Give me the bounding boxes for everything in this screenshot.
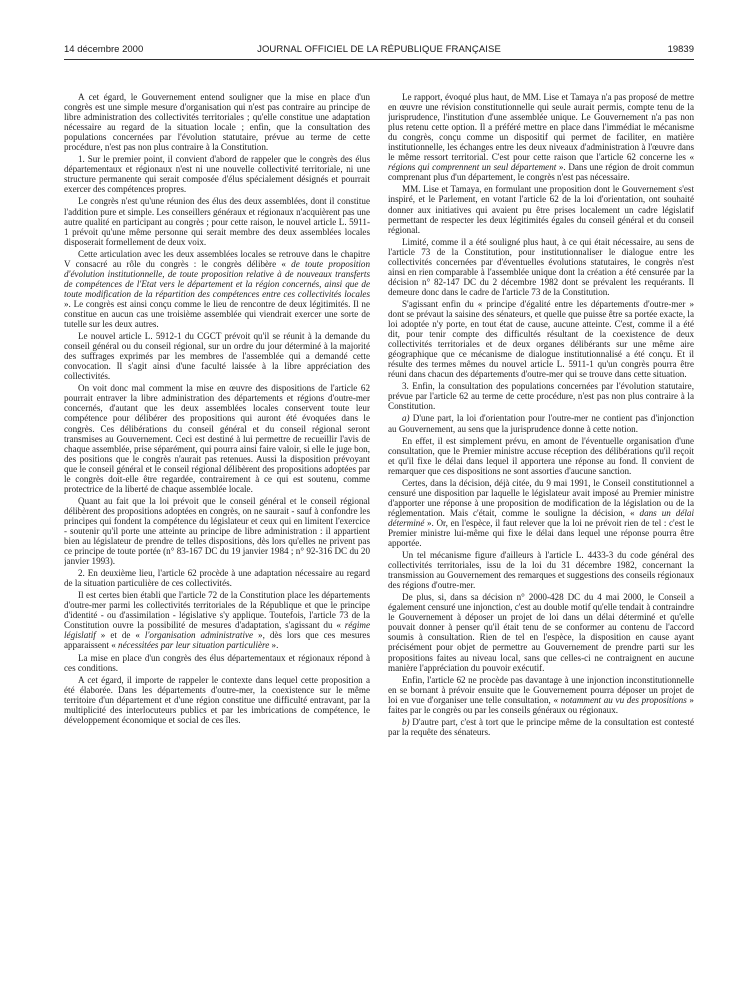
paragraph (64, 590, 370, 650)
text-run: » et de « (95, 630, 145, 641)
header-rule (64, 59, 694, 60)
right-column (388, 92, 694, 974)
paragraph (388, 92, 694, 182)
paragraph: 3. Enfin, la consultation des populations concernées par l'évolution statutaire, prévue par l'article 62 au terme de cette procédure, n'est pas non plus contraire à la Constitution. (388, 381, 694, 412)
paragraph: On voit donc mal comment la mise en œuvre des dispositions de l'article 62 pourrait entraver la libre administration des départements et régions d'outre-mer concernés, d'autant que les deux assemblées locales conservent toute leur compétence pour délibérer des propositions qui auront été évoquées dans le congrès. Ces délibérations du conseil général et du conseil régional seront transmises au Gouvernement. Ceci est destiné à lui permettre de recueillir l'avis de chaque assemblée, prise séparément, qui pourra ainsi faire valoir, si elle le juge bon, des positions que le congrès n'aurait pas retenues. Aussi la disposition prévoyant que le conseil général et le conseil régional délibèrent des propositions adoptées par le congrès doit-elle être regardée, contrairement à ce qui est soutenu, comme protectrice de la liberté de chaque assemblée locale. (64, 383, 370, 494)
header-journal-title: JOURNAL OFFICIEL DE LA RÉPUBLIQUE FRANÇAISE (257, 44, 501, 55)
page-header (64, 44, 694, 58)
enumerator: a) (402, 413, 410, 424)
text-run: Cette articulation avec les deux assemblées locales se retrouve dans le chapitre V consacré au rôle du congrès : le congrès délibère « (64, 248, 370, 269)
header-date: 14 décembre 2000 (64, 44, 144, 55)
quoted-italic: nécessitées par leur situation particulière (118, 640, 270, 651)
paragraph (388, 717, 694, 737)
quoted-italic: notamment au vu des propositions (560, 694, 687, 705)
text-run: ». Dans une région de droit commun comprenant plus d'un département, le congrès n'est pas nécessaire. (388, 162, 694, 183)
paragraph: Quant au fait que la loi prévoit que le conseil général et le conseil régional délibèrent des propositions adoptées en congrès, on ne saurait - sauf à confondre les principes qui fondent la compétence du législateur et ceux qui en limitent l'exercice - soutenir qu'il porte une atteinte au principe de libre administration : il appartient bien au législateur de prendre de telles dispositions, dès lors qu'elles ne privent pas ce principe de toute portée (n° 83-167 DC du 19 janvier 1984 ; n° 92-316 DC du 20 janvier 1993). (64, 495, 370, 567)
text-run: Enfin, l'article 62 ne procède pas davantage à une injonction inconstitutionnelle en se bornant à prévoir ensuite que le Gouvernement pourra déposer un projet de loi en vue d'organiser une telle consultation, « (388, 674, 694, 705)
paragraph: S'agissant enfin du « principe d'égalité entre les départements d'outre-mer » dont se prévaut la saisine des sénateurs, et quelle que puisse être sa portée exacte, la loi adoptée n'y porte, en tout état de cause, aucune atteinte. C'est, comme il a été dit, pour tenir compte des difficultés résultant de la coexistence de deux collectivités territoriales et de deux organes délibérants sur une même aire géographique que ce mécanisme de dialogue institutionnalisé a été conçu. Et il résulte des termes mêmes du nouvel article L. 5911-1 qu'un congrès pourra être réuni dans chacun des départements d'outre-mer qui se trouve dans cette situation. (388, 298, 694, 380)
text-run: » faites par le congrès ou par les conseils généraux ou régionaux. (388, 694, 694, 715)
quoted-italic: l'organisation administrative (144, 630, 254, 641)
paragraph: MM. Lise et Tamaya, en formulant une proposition dont le Gouvernement s'est inspiré, et le Parlement, en votant l'article 62 de la loi d'orientation, ont souhaité donner aux initiatives qui avaient pu être prises localement un cadre législatif permettant de respecter les deux légitimités égales du conseil général et du conseil régional. (388, 184, 694, 235)
text-run: D'une part, la loi d'orientation pour l'outre-mer ne contient pas d'injonction au Gouvernement, au sens que la jurisprudence donne à cette notion. (388, 413, 694, 434)
paragraph: De plus, si, dans sa décision n° 2000-428 DC du 4 mai 2000, le Conseil a également censuré une injonction, c'est au double motif qu'elle tendait à contraindre le Gouvernement à déposer un projet de loi dans un délai déterminé et qu'elle pouvait donner à penser qu'il était tenu de se conformer au contenu de l'accord soumis à consultation. Rien de tel en l'espèce, la disposition en cause ayant précisément pour objet de permettre au Gouvernement de prendre parti sur les propositions faites au niveau local, sans que celles-ci ne contraignent en aucune manière l'appréciation du pouvoir exécutif. (388, 592, 694, 673)
paragraph: Le nouvel article L. 5912-1 du CGCT prévoit qu'il se réunit à la demande du conseil général ou du conseil régional, sur un ordre du jour déterminé à la majorité des suffrages exprimés par les membres de l'assemblée qui a demandé cette convocation. Il s'agit ainsi d'une faculté laissée à la libre appréciation des collectivités. (64, 331, 370, 382)
text-run: Le rapport, évoqué plus haut, de MM. Lise et Tamaya n'a pas proposé de mettre en œuvre une révision constitutionnelle qui seule aurait permis, compte tenu de la jurisprudence, l'institution d'une assemblée unique. Le Gouvernement n'a pas non plus retenu cette option. Il a préféré mettre en place dans l'immédiat le mécanisme du congrès, conçu comme un dispositif qui permet de faciliter, en matière institutionnelle, les échanges entre les deux niveaux d'administration à l'œuvre dans le même ressort territorial. C'est pour cette raison que l'article 62 concerne les « (388, 92, 694, 163)
paragraph (388, 478, 694, 548)
text-run: Il est certes bien établi que l'article 72 de la Constitution place les départements d'outre-mer parmi les collectivités territoriales de la République et que le principe d'identité - ou d'assimilation - législative s'y applique. Toutefois, l'article 73 de la Constitution ouvre la possibilité de mesures d'adaptation, s'agissant du « (64, 590, 370, 631)
quoted-italic: régime législatif (64, 620, 370, 641)
text-run: D'autre part, c'est à tort que le principe même de la consultation est contesté par la requête des sénateurs. (388, 716, 694, 737)
text-run: ». Or, en l'espèce, il faut relever que la loi ne prévoit rien de tel : c'est le Premier ministre lui-même qui fixe le délai dans lequel une réponse pourra être apportée. (388, 517, 694, 549)
paragraph: Le congrès n'est qu'une réunion des élus des deux assemblées, dont il constitue l'addition pure et simple. Les conseillers généraux et régionaux n'acquièrent pas une autre qualité en participant au congrès ; pour cette raison, le nouvel article L. 5911-1 prévoit qu'une même personne qui serait membre des deux assemblées locales disposerait formellement de deux voix. (64, 196, 370, 247)
paragraph: A cet égard, il importe de rappeler le contexte dans lequel cette proposition a été élaborée. Dans les départements d'outre-mer, la coexistence sur le même territoire d'un département et d'une région constitue une difficulté entravant, par la multiplicité des interlocuteurs publics et par les imbrications de compétence, le développement économique et social de ces îles. (64, 674, 370, 725)
text-run: Certes, dans la décision, déjà citée, du 9 mai 1991, le Conseil constitutionnel a censuré une disposition par laquelle le législateur avait imposé au Premier ministre d'apporter une réponse à une proposition de modification de la législation ou de la réglementation. Mais c'était, comme le souligne la décision, « (388, 477, 694, 518)
text-run: », dès lors que ces mesures apparaissent « (64, 630, 370, 651)
paragraph: A cet égard, le Gouvernement entend souligner que la mise en place d'un congrès est une simple mesure d'organisation qui n'est pas contraire au principe de libre administration des collectivités territoriales ; qu'elle constitue une adaptation nécessaire au regard de la situation locale ; enfin, que la consultation des populations concernées par l'évolution statutaire, prévue au terme de cette procédure, n'est pas non plus contraire à la Constitution. (64, 92, 370, 153)
quoted-italic: dans un délai déterminé (388, 507, 694, 528)
quoted-italic: de toute proposition d'évolution institutionnelle, de toute proposition relative à de nouveaux transferts de compétences de l'Etat vers le département et la région concernés, ainsi que de toute modification de la répartition des compétences entre ces collectivités locales (64, 258, 370, 299)
paragraph: En effet, il est simplement prévu, en amont de l'éventuelle organisation d'une consultation, que le Premier ministre accuse réception des délibérations qu'il reçoit et qu'il fixe le délai dans lequel il apportera une réponse au fond. Il convient de remarquer que ces dispositions ne sont assorties d'aucune sanction. (388, 435, 694, 476)
paragraph: Un tel mécanisme figure d'ailleurs à l'article L. 4433-3 du code général des collectivités territoriales, issu de la loi du 31 décembre 1982, concernant la transmission au Gouvernement des remarques et suggestions des conseils régionaux des régions d'outre-mer. (388, 550, 694, 591)
paragraph: Limité, comme il a été souligné plus haut, à ce qui était nécessaire, au sens de l'article 73 de la Constitution, pour institutionnaliser le dialogue entre les collectivités concernées par d'éventuelles évolutions statutaires, le congrès n'est ainsi en rien comparable à l'assemblée unique dont la création a été censurée par la décision n° 82-147 DC du 2 décembre 1982 dont se prévalent les requérants. Il demeure donc dans le cadre de l'article 73 de la Constitution. (388, 236, 694, 297)
quoted-italic: régions qui comprennent un seul département (388, 162, 557, 173)
left-column (64, 92, 370, 974)
paragraph (388, 675, 694, 715)
paragraph: La mise en place d'un congrès des élus départementaux et régionaux répond à ces conditions. (64, 652, 370, 673)
enumerator: b) (402, 716, 410, 727)
text-run: ». (269, 640, 279, 651)
paragraph: 1. Sur le premier point, il convient d'abord de rappeler que le congrès des élus départementaux et régionaux n'est ni une nouvelle collectivité territoriale, ni une structure permanente qui serait composée d'élus spécialement désignés et pourrait exercer des compétences propres. (64, 154, 370, 195)
paragraph (388, 413, 694, 433)
text-run: ». Le congrès est ainsi conçu comme le lieu de rencontre de deux légitimités. Il ne constitue en aucun cas une troisième assemblée qui viendrait exercer une sorte de tutelle sur les deux autres. (64, 298, 370, 330)
header-page-number: 19839 (667, 44, 694, 55)
paragraph: 2. En deuxième lieu, l'article 62 procède à une adaptation nécessaire au regard de la situation particulière de ces collectivités. (64, 568, 370, 589)
paragraph (64, 249, 370, 329)
